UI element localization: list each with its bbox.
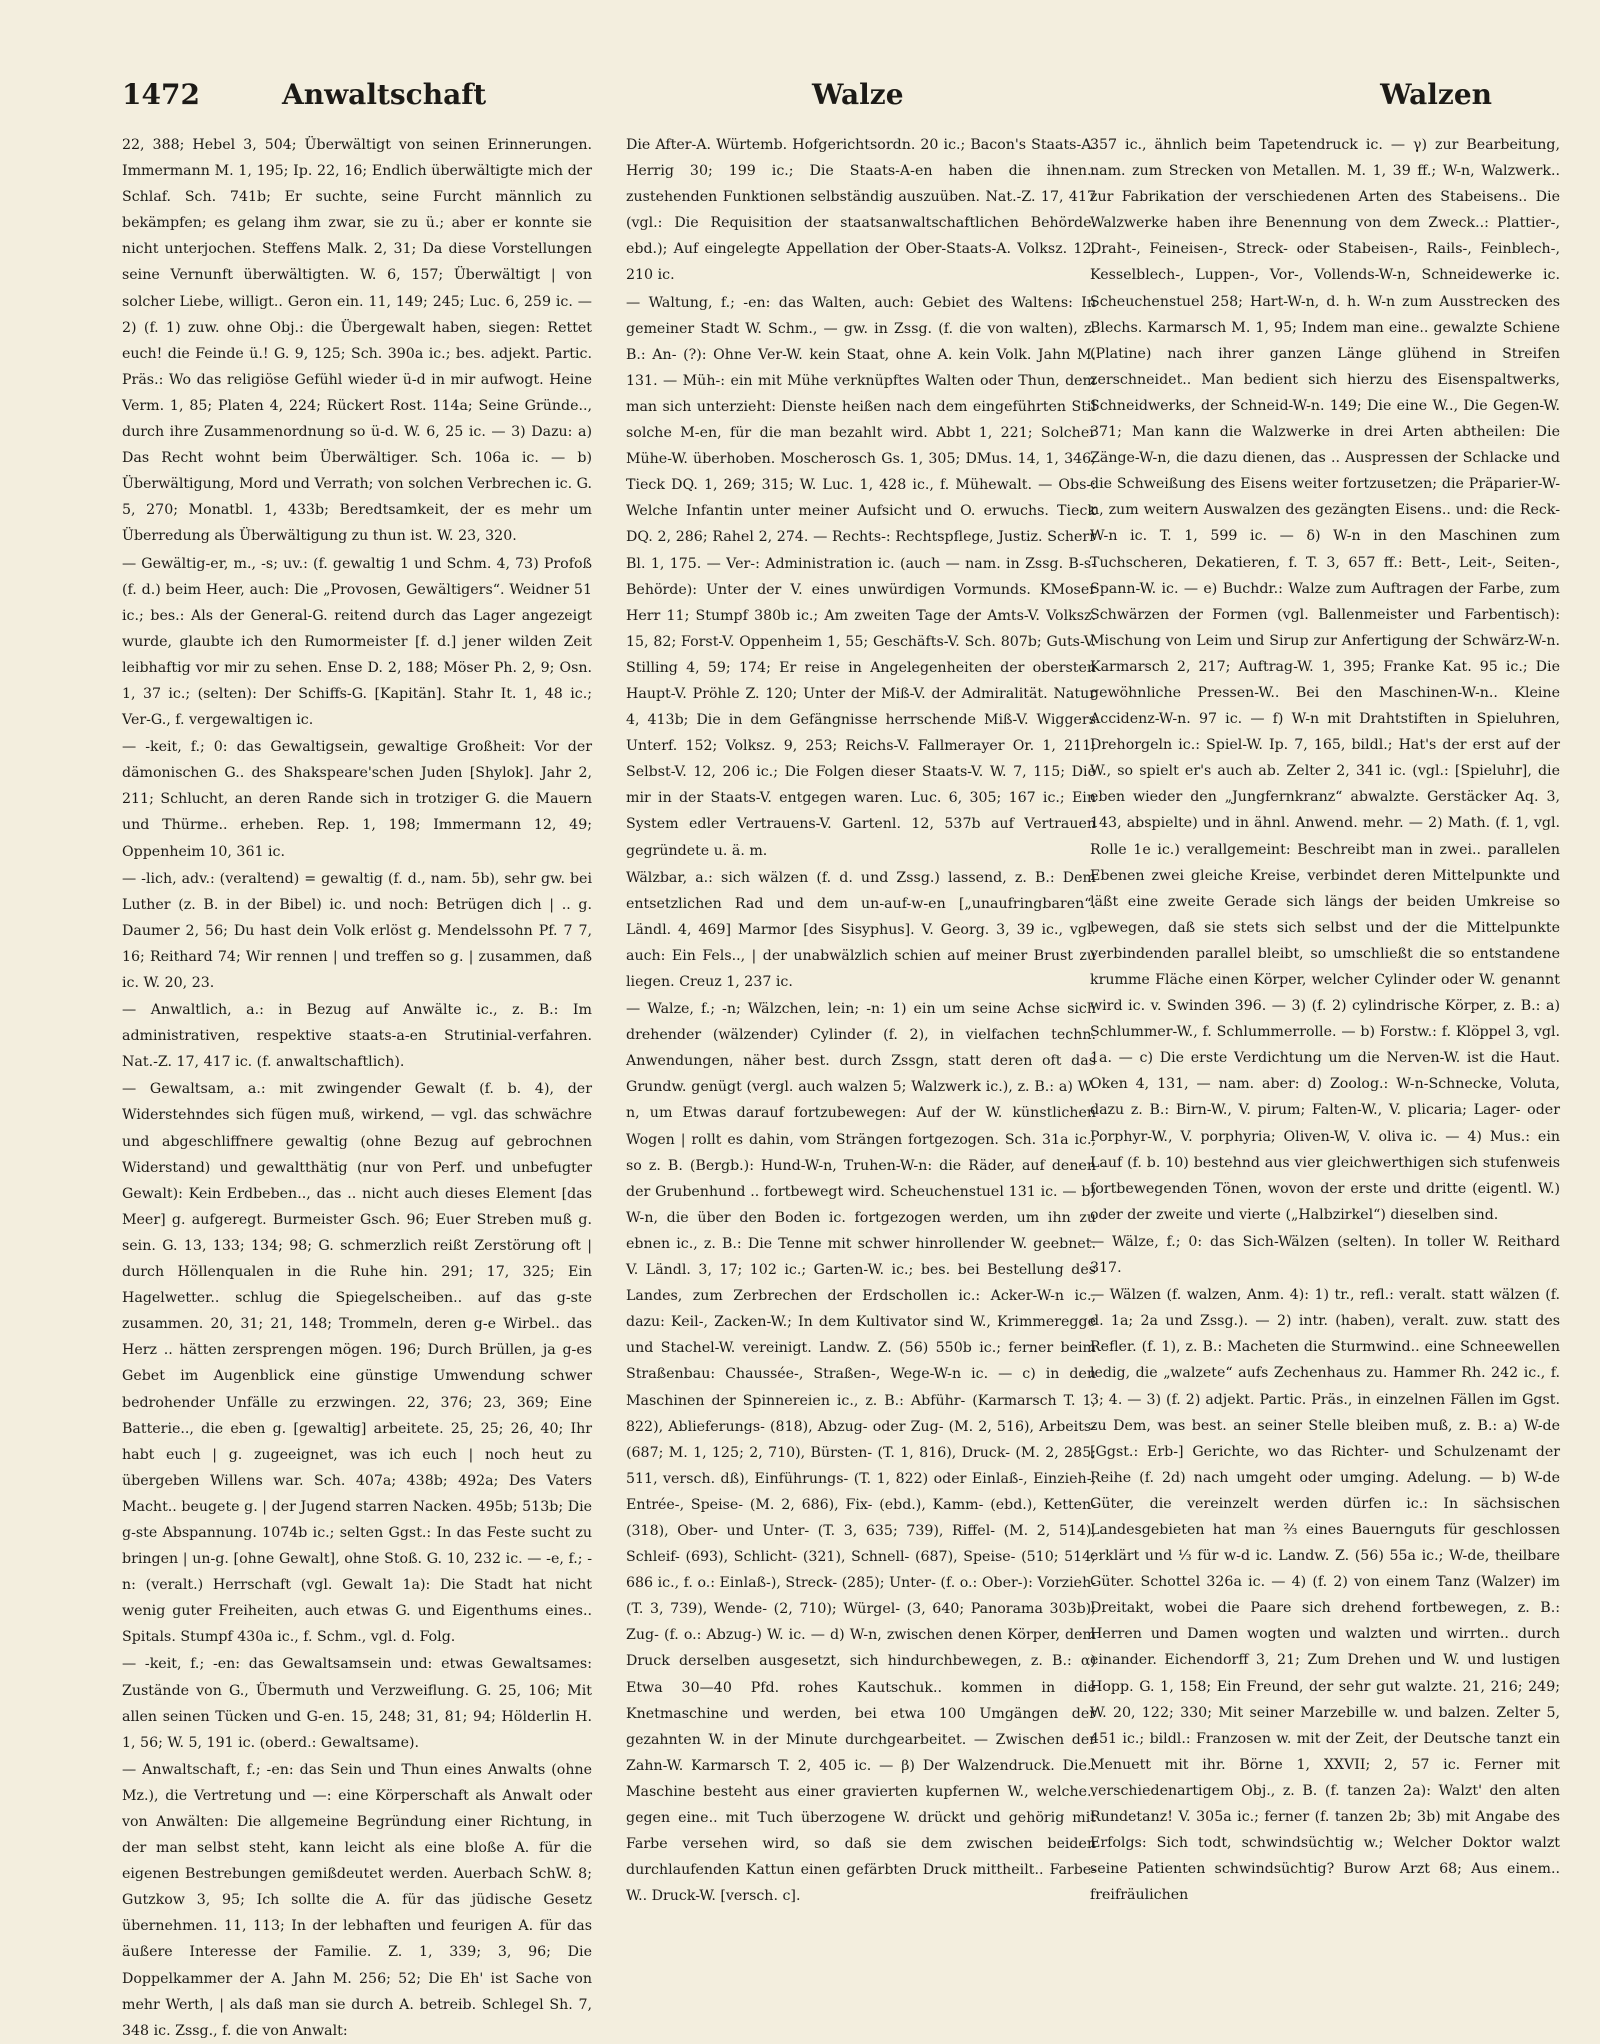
entry-paragraph: — Anwaltlich, a.: in Bezug auf Anwälte ic., z. B.: Im administrativen, respektive staats-a-en Strutinial-verfahren. Nat.-Z. 17, 417 ic. (f. anwaltschaftlich). [122,1002,592,1071]
entry-paragraph: — Walze, f.; -n; Wälzchen, lein; -n: 1) ein um seine Achse sich drehender (wälzender) Cylinder (f. 2), in vielfachen techn. Anwendungen, näher best. durch Zssgn, statt deren oft das Grundw. genügt (vergl. auch walzen 5; Walzwerk ic.), z. B.: a) W-n, um Etwas darauf fortzubewegen: Auf der W. künstlichen Wogen | rollt es dahin, vom Strängen fortgezogen. Sch. 31a ic., so z. B. (Bergb.): Hund-W-n, Truhen-W-n: die Räder, auf denen der Grubenhund .. fortbewegt wird. Scheuchenstuel 131 ic. — b) W-n, die über den Boden ic. fortgezogen werden, um ihn zu ebnen ic., z. B.: Die Tenne mit schwer hinrollender W. geebnet. V. Ländl. 3, 17; 102 ic.; Garten-W. ic.; bes. bei Bestellung des Landes, zum Zerbrechen der Erdschollen ic.: Acker-W-n ic., dazu: Keil-, Zacken-W.; In dem Kultivator sind W., Krimmeregge und Stachel-W. vereinigt. Landw. Z. (56) 550b ic.; ferner beim Straßenbau: Chaussée-, Straßen-, Wege-W-n ic. — c) in den Maschinen der Spinnereien ic., z. B.: Abführ- (Karmarsch T. 1, 822), Ablieferungs- (818), Abzug- oder Zug- (M. 2, 516), Arbeits- (687; M. 1, 125; 2, 710), Bürsten- (T. 1, 816), Druck- (M. 2, 285; 511, versch. dß), Einführungs- (T. 1, 822) oder Einlaß-, Einzieh-, Entrée-, Speise- (M. 2, 686), Fix- (ebd.), Kamm- (ebd.), Ketten- (318), Ober- und Unter- (T. 3, 635; 739), Riffel- (M. 2, 514), Schleif- (693), Schlicht- (321), Schnell- (687), Speise- (510; 514; 686 ic., f. o.: Einlaß-), Streck- (285); Unter- (f. o.: Ober-): Vorzieh- (T. 3, 739), Wende- (2, 710); Würgel- (3, 640; Panorama 303b); Zug- (f. o.: Abzug-) W. ic. — d) W-n, zwischen denen Körper, dem Druck derselben ausgesetzt, sich hindurchbewegen, z. B.: α) Etwa 30—40 Pfd. rohes Kautschuk.. kommen in die Knetmaschine und werden, bei etwa 100 Umgängen der gezahnten W. in der Minute durchgearbeitet. — Zwischen der Zahn-W. Karmarsch T. 2, 405 ic. — β) Der Walzendruck. Die.. Maschine besteht aus einer gravierten kupfernen W., welche.. gegen eine.. mit Tuch überzogene W. drückt und gehörig mit Farbe versehen wird, so daß sie dem zwischen beiden durchlaufenden Kattun einen gefärbten Druck mittheilt.. Farbe-W.. Druck-W. [versch. c]. [626,1001,1096,1905]
entry-paragraph: Wälzbar, a.: sich wälzen (f. d. und Zssg.) lassend, z. B.: Dem entsetzlichen Rad und dem un-auf-w-en [„unaufringbaren“. Ländl. 4, 469] Marmor [des Sisyphus]. V. Georg. 3, 39 ic., vgl. auch: Ein Fels.., | der unabwälzlich schien auf meiner Brust zu liegen. Creuz 1, 237 ic. [626,869,1096,990]
entry-paragraph: — -lich, adv.: (veraltend) = gewaltig (f. d., nam. 5b), sehr gw. bei Luther (z. B. in der Bibel) ic. und noch: Betrügen dich | .. g. Daumer 2, 56; Du hast dein Volk erlöst g. Mendelssohn Pf. 7 7, 16; Reithard 74; Wir rennen | und treffen so g. | zusammen, daß ic. W. 20, 23. [122,870,592,991]
header-left-catchword: Anwaltschaft [282,78,487,111]
entry-paragraph: 357 ic., ähnlich beim Tapetendruck ic. — γ) zur Bearbeitung, nam. zum Strecken von Metallen. M. 1, 39 ff.; W-n, Walzwerk.. zur Fabrikation der verschiedenen Arten des Stabeisens.. Die Walzwerke haben ihre Benennung von dem Zweck..: Plattier-, Draht-, Feineisen-, Streck- oder Stabeisen-, Rails-, Feinblech-, Kesselblech-, Luppen-, Vor-, Vollends-W-n, Schneidewerke ic. Scheuchenstuel 258; Hart-W-n, d. h. W-n zum Ausstrecken des Blechs. Karmarsch M. 1, 95; Indem man eine.. gewalzte Schiene (Platine) nach ihrer ganzen Länge glühend in Streifen zerschneidet.. Man bedient sich hierzu des Eisenspaltwerks, Schneidwerks, der Schneid-W-n. 149; Die eine W.., Die Gegen-W. 371; Man kann die Walzwerke in drei Arten abtheilen: Die Zänge-W-n, die dazu dienen, das .. Auspressen der Schlacke und die Schweißung des Eisens weiter fortzusetzen; die Präparier-W-n, zum weitern Auswalzen des gezängten Eisens.. und: die Reck-W-n ic. T. 1, 599 ic. — δ) W-n in den Maschinen zum Tuchscheren, Dekatieren, f. T. 3, 657 ff.: Bett-, Leit-, Seiten-, Spann-W. ic. — e) Buchdr.: Walze zum Auftragen der Farbe, zum Schwärzen der Formen (vgl. Ballenmeister und Farbentisch): Mischung von Leim und Sirup zur Anfertigung der Schwärz-W-n. Karmarsch 2, 217; Auftrag-W. 1, 395; Franke Kat. 95 ic.; Die gewöhnliche Pressen-W.. Bei den Maschinen-W-n.. Kleine Accidenz-W-n. 97 ic. — f) W-n mit Drahtstiften in Spieluhren, Drehorgeln ic.: Spiel-W. Ip. 7, 165, bildl.; Hat's der erst auf der W., so spielt er's auch ab. Zelter 2, 341 ic. (vgl.: [Spieluhr], die eben wieder den „Jungfernkranz“ abwalzte. Gerstäcker Aq. 3, 143, abspielte) und in ähnl. Anwend. mehr. — 2) Math. (f. 1, vgl. Rolle 1e ic.) verallgemeint: Beschreibt man in zwei.. parallelen Ebenen zwei gleiche Kreise, verbindet deren Mittelpunkte und läßt eine zweite Gerade sich längs der beiden Umkreise so bewegen, daß sie stets sich selbst und der die Mittelpunkte verbindenden parallel bleibt, so umschließt die so entstandene krumme Fläche einen Körper, welcher Cylinder oder W. genannt wird ic. v. Swinden 396. — 3) (f. 2) cylindrische Körper, z. B.: a) Schlummer-W., f. Schlummerrolle. — b) Forstw.: f. Klöppel 3, vgl. 1a. — c) Die erste Verdichtung um die Nerven-W. ist die Haut. Oken 4, 131, — nam. aber: d) Zoolog.: W-n-Schnecke, Voluta, dazu z. B.: Birn-W., V. pirum; Falten-W., V. plicaria; Lager- oder Porphyr-W., V. porphyria; Oliven-W, V. oliva ic. — 4) Mus.: ein Lauf (f. b. 10) bestehnd aus vier gleichwerthigen sich stufenweis fortbewegenden Tönen, wovon der erste und dritte (eigentl. W.) oder der zweite und vierte („Halbzirkel“) dieselben sind. [1090,137,1560,1223]
page-number: 1472 [122,78,200,111]
entry-paragraph: 22, 388; Hebel 3, 504; Überwältigt von seinen Erinnerungen. Immermann M. 1, 195; Ip. 22, 16; Endlich überwältigte mich der Schlaf. Sch. 741b; Er suchte, seine Furcht männlich zu bekämpfen; es gelang ihm zwar, sie zu ü.; aber er konnte sie nicht unterjochen. Steffens Malk. 2, 31; Da diese Vorstellungen seine Vernunft überwältigten. W. 6, 157; Überwältigt | von solcher Liebe, willigt.. Geron ein. 11, 149; 245; Luc. 6, 259 ic. — 2) (f. 1) zuw. ohne Obj.: die Übergewalt haben, siegen: Rettet euch! die Feinde ü.! G. 9, 125; Sch. 390a ic.; bes. adjekt. Partic. Präs.: Wo das religiöse Gefühl wieder ü-d in mir aufwogt. Heine Verm. 1, 85; Platen 4, 224; Rückert Rost. 114a; Seine Gründe.., durch ihre Zusammenordnung so ü-d. W. 6, 25 ic. — 3) Dazu: a) Das Recht wohnt beim Überwältiger. Sch. 106a ic. — b) Überwältigung, Mord und Verrath; von solchen Verbrechen ic. G. 5, 270; Monatbl. 1, 433b; Beredtsamkeit, der es mehr um Überredung als Überwältigung zu thun ist. W. 23, 320. [122,137,592,545]
entry-paragraph: — -keit, f.; -en: das Gewaltsamsein und: etwas Gewaltsames: Zustände von G., Übermuth und Verzweiflung. G. 25, 106; Mit allen seinen Tücken und G-en. 15, 248; 31, 81; 94; Hölderlin H. 1, 56; W. 5, 191 ic. (oberd.: Gewaltsame). [122,1656,592,1751]
entry-paragraph: — Wälze, f.; 0: das Sich-Wälzen (selten). In toller W. Reithard 317. [1090,1233,1560,1277]
text-column-1 [122,132,592,2039]
entry-paragraph: — Gewaltsam, a.: mit zwingender Gewalt (f. b. 4), der Widerstehndes sich fügen muß, wirkend, — vgl. das schwächre und abgeschliffnere gewaltig (ohne Bezug auf gebrochnen Widerstand) und gewaltthätig (nur von Perf. und unbefugter Gewalt): Kein Erdbeben.., das .. nicht auch dieses Element [das Meer] g. aufgeregt. Burmeister Gsch. 96; Euer Streben muß g. sein. G. 13, 133; 134; 98; G. schmerzlich reißt Zerstörung oft | durch Höllenqualen in die Ruhe hin. 291; 17, 325; Ein Hagelwetter.. schlug die Spiegelscheiben.. auf das g-ste zusammen. 20, 31; 21, 148; Trommeln, deren g-e Wirbel.. das Herz .. hätten zersprengen mögen. 196; Durch Brüllen, ja g-es Gebet im Augenblick eine günstige Umwendung schwer bedrohender Unfälle zu erzwingen. 22, 376; 23, 369; Eine Batterie.., die eben g. [gewaltig] arbeitete. 25, 25; 26, 40; Ihr habt euch | g. zugeeignet, was ich euch | noch heut zu übergeben Willens war. Sch. 407a; 438b; 492a; Des Vaters Macht.. beugete g. | der Jugend starren Nacken. 495b; 513b; Die g-ste Abspannung. 1074b ic.; selten Ggst.: In das Feste sucht zu bringen | un-g. [ohne Gewalt], ohne Stoß. G. 10, 232 ic. — -e, f.; -n: (veralt.) Herrschaft (vgl. Gewalt 1a): Die Stadt hat nicht wenig guter Freiheiten, auch etwas G. und Eigenthums eines.. Spitals. Stumpf 430a ic., f. Schm., vgl. d. Folg. [122,1081,592,1646]
entry-paragraph: — Gewältig-er, m., -s; uv.: (f. gewaltig 1 und Schm. 4, 73) Profoß (f. d.) beim Heer, auch: Die „Provosen, Gewältigers“. Weidner 51 ic.; bes.: Als der General-G. reitend durch das Lager angezeigt wurde, glaubte ich den Rumormeister [f. d.] jener wilden Zeit leibhaftig vor mir zu sehen. Ense D. 2, 188; Möser Ph. 2, 9; Osn. 1, 37 ic.; (selten): Der Schiffs-G. [Kapitän]. Stahr It. 1, 48 ic.; Ver-G., f. vergewaltigen ic. [122,555,592,729]
entry-paragraph: — Waltung, f.; -en: das Walten, auch: Gebiet des Waltens: In gemeiner Stadt W. Schm., — gw. in Zssg. (f. die von walten), z. B.: An- (?): Ohne Ver-W. kein Staat, ohne A. kein Volk. Jahn M. 131. — Müh-: ein mit Mühe verknüpftes Walten oder Thun, dem man sich unterzieht: Dienste heißen nach dem eingeführten Stil solche M-en, für die man bezahlt wird. Abbt 1, 221; Solcher Mühe-W. überhoben. Moscherosch Gs. 1, 305; DMus. 14, 1, 346; Tieck DQ. 1, 269; 315; W. Luc. 1, 428 ic., f. Mühewalt. — Obs-: Welche Infantin unter meiner Aufsicht und O. erwuchs. Tieck DQ. 2, 286; Rahel 2, 274. — Rechts-: Rechtspflege, Justiz. Scherr Bl. 1, 175. — Ver-: Administration ic. (auch — nam. in Zssg. B-s-Behörde): Unter der V. eines unwürdigen Vormunds. KMoser Herr 11; Stumpf 380b ic.; Am zweiten Tage der Amts-V. Volksz. 15, 82; Forst-V. Oppenheim 1, 55; Geschäfts-V. Sch. 807b; Guts-V. Stilling 4, 59; 174; Er reise in Angelegenheiten der obersten Haupt-V. Pröhle Z. 120; Unter der Miß-V. der Admiralität. Natur 4, 413b; Die in dem Gefängnisse herrschende Miß-V. Wiggers Unterf. 152; Volksz. 9, 253; Reichs-V. Fallmerayer Or. 1, 211; Selbst-V. 12, 206 ic.; Die Folgen dieser Staats-V. W. 7, 115; Die mir in der Staats-V. entgegen waren. Luc. 6, 305; 167 ic.; Ein System edler Vertrauens-V. Gartenl. 12, 537b auf Vertrauen gegründete u. ä. m. [626,294,1096,859]
header-right-catchword: Walzen [1380,78,1492,111]
text-column-2 [626,132,1096,1992]
entry-paragraph: — Anwaltschaft, f.; -en: das Sein und Thun eines Anwalts (ohne Mz.), die Vertretung und —: eine Körperschaft als Anwalt oder von Anwälten: Die allgemeine Begründung einer Richtung, in der man selbst steht, kann leicht als eine bloße A. für die eigenen Bestrebungen gemißdeutet werden. Auerbach SchW. 8; Gutzkow 3, 95; Ich sollte die A. für das jüdische Gesetz übernehmen. 11, 113; In der lebhaften und feurigen A. für das äußere Interesse der Familie. Z. 1, 339; 3, 96; Die Doppelkammer der A. Jahn M. 256; 52; Die Eh' ist Sache von mehr Werth, | als daß man sie durch A. betreib. Schlegel Sh. 7, 348 ic. Zssg., f. die von Anwalt: [122,1761,592,2039]
entry-paragraph: Die After-A. Würtemb. Hofgerichtsordn. 20 ic.; Bacon's Staats-A. Herrig 30; 199 ic.; Die Staats-A-en haben die ihnen.. zustehenden Funktionen selbständig auszuüben. Nat.-Z. 17, 417 (vgl.: Die Requisition der staatsanwaltschaftlichen Behörde. ebd.); Auf eingelegte Appellation der Ober-Staats-A. Volksz. 12, 210 ic. [626,137,1096,284]
text-column-3 [1090,132,1560,1992]
entry-paragraph: — -keit, f.; 0: das Gewaltigsein, gewaltige Großheit: Vor der dämonischen G.. des Shakspeare'schen Juden [Shylok]. Jahr 2, 211; Schlucht, an deren Rande sich in trotziger G. die Mauern und Thürme.. erheben. Rep. 1, 198; Immermann 12, 49; Oppenheim 10, 361 ic. [122,739,592,860]
header-center-catchword: Walze [812,78,904,111]
entry-paragraph: — Wälzen (f. walzen, Anm. 4): 1) tr., refl.: veralt. statt wälzen (f. d. 1a; 2a und Zssg.). — 2) intr. (haben), veralt. zuw. statt des Refler. (f. 1), z. B.: Macheten die Sturmwind.. eine Schneewellen ledig, die „walzete“ aufs Zechenhaus zu. Hammer Rh. 242 ic., f. 3; 4. — 3) (f. 2) adjekt. Partic. Präs., in einzelnen Fällen im Ggst. zu Dem, was best. an seiner Stelle bleiben muß, z. B.: a) W-de [Ggst.: Erb-] Gerichte, wo das Richter- und Schulzenamt der Reihe (f. 2d) nach umgeht oder umging. Adelung. — b) W-de Güter, die vereinzelt werden dürfen ic.: In sächsischen Landesgebieten hat man ⅔ eines Bauernguts für geschlossen erklärt und ⅓ für w-d ic. Landw. Z. (56) 55a ic.; W-de, theilbare Güter. Schottel 326a ic. — 4) (f. 2) von einem Tanz (Walzer) im Dreitakt, wobei die Paare sich drehend fortbewegen, z. B.: Herren und Damen wogten und walzten und wirrten.. durch einander. Eichendorff 3, 21; Zum Drehen und W. und lustigen Hopp. G. 1, 158; Ein Freund, der sehr gut walzte. 21, 216; 249; W. 20, 122; 330; Mit seiner Marzebille w. und balzen. Zelter 5, 451 ic.; bildl.: Franzosen w. mit der Zeit, der Deutsche tanzt ein Menuett mit ihr. Börne 1, XXVII; 2, 57 ic. Ferner mit verschiedenartigem Obj., z. B. (f. tanzen 2a): Walzt' den alten Rundetanz! V. 305a ic.; ferner (f. tanzen 2b; 3b) mit Angabe des Erfolgs: Sich todt, schwindsüchtig w.; Welcher Doktor walzt seine Patienten schwindsüchtig? Burow Arzt 68; Aus einem.. freifräulichen [1090,1287,1560,1904]
running-header [122,74,1492,118]
